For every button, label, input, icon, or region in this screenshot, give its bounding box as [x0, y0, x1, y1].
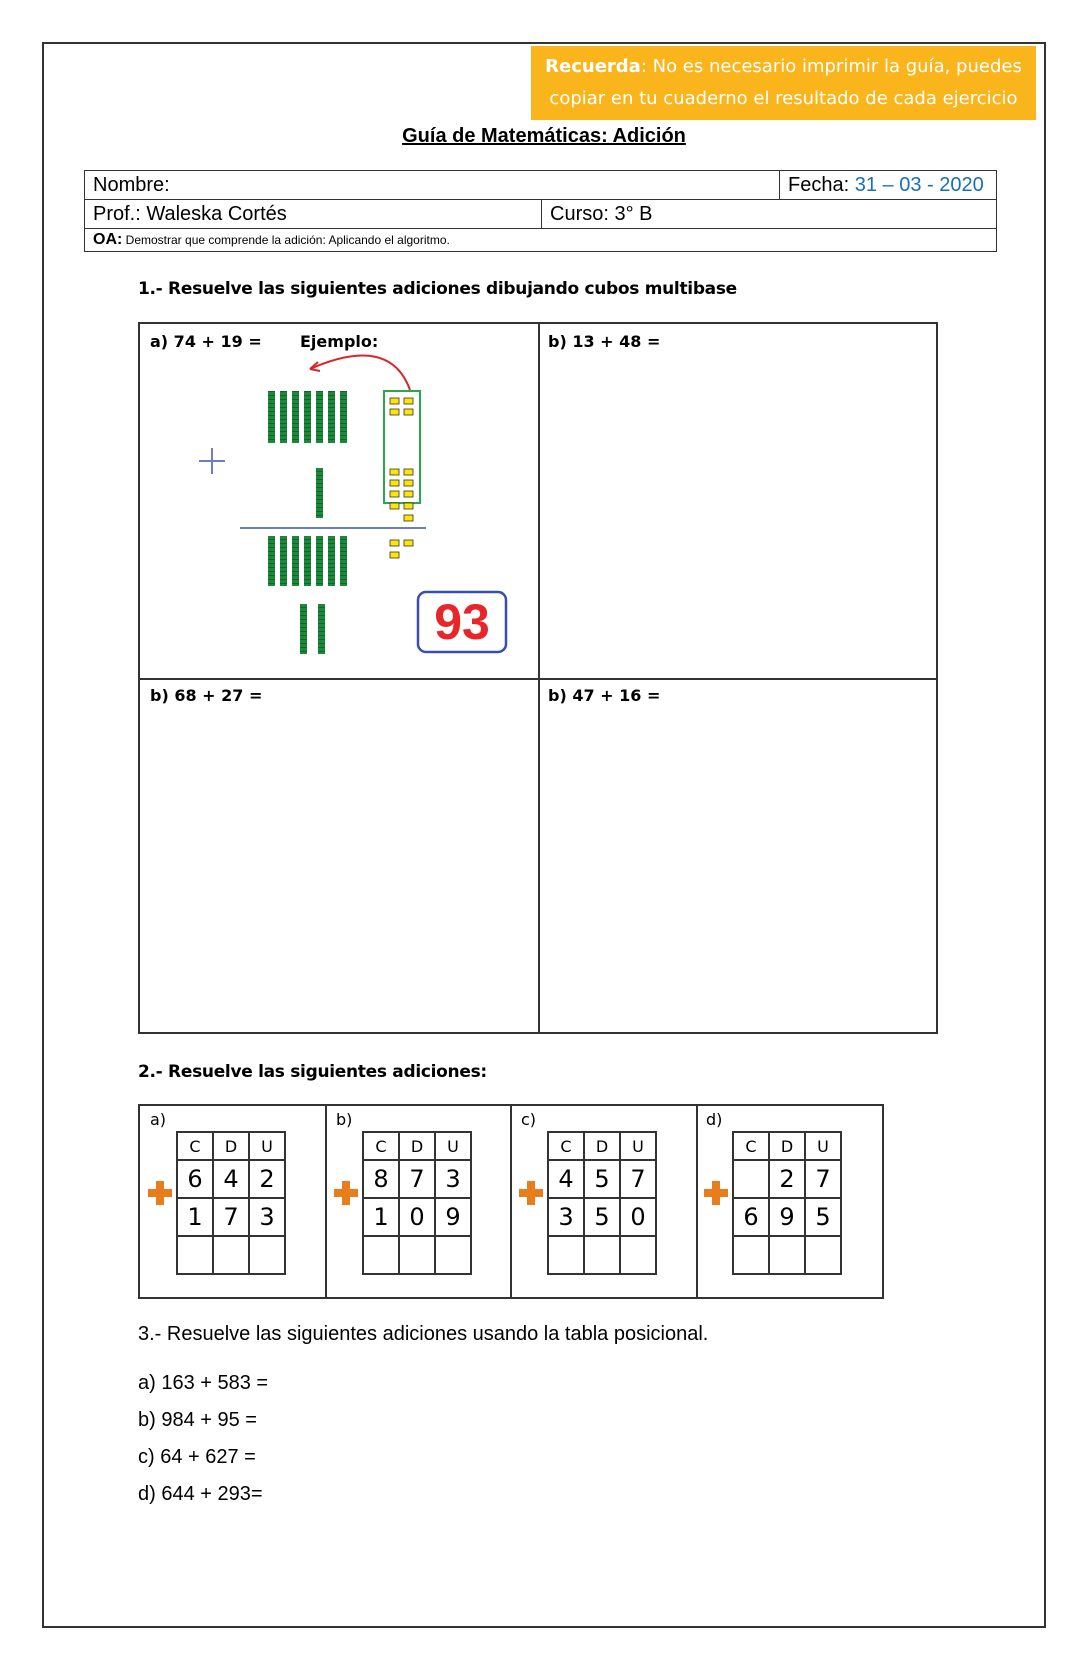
section2-heading: 2.- Resuelve las siguientes adiciones:: [138, 1062, 487, 1082]
tens-rods-result: [268, 536, 347, 654]
divider: [510, 1106, 512, 1297]
divider: [325, 1106, 327, 1297]
header-d: D: [584, 1132, 620, 1160]
digit: 9: [435, 1198, 471, 1236]
date-label: Fecha:: [788, 173, 850, 196]
header-u: U: [249, 1132, 285, 1160]
oa-text: Demostrar que comprende la adición: Aplicando el algoritmo.: [125, 233, 450, 247]
plus-icon: [519, 1181, 543, 1205]
digit: 3: [435, 1160, 471, 1198]
place-value-table-a: [176, 1131, 286, 1275]
section2-grid: [138, 1104, 884, 1299]
digit: 1: [177, 1198, 213, 1236]
section3-item: a) 163 + 583 =: [138, 1372, 269, 1394]
answer-cell[interactable]: [769, 1236, 805, 1274]
section3-item: c) 64 + 627 =: [138, 1446, 256, 1468]
answer-cell[interactable]: [435, 1236, 471, 1274]
header-d: D: [213, 1132, 249, 1160]
section3-item: b) 984 + 95 =: [138, 1409, 257, 1431]
digit: 5: [584, 1160, 620, 1198]
header-d: D: [399, 1132, 435, 1160]
problem-d-label: d): [706, 1110, 723, 1129]
note-line2: copiar en tu cuaderno el resultado de cada ejercicio: [549, 88, 1018, 109]
answer-cell[interactable]: [805, 1236, 841, 1274]
digit: 0: [620, 1198, 656, 1236]
answer-cell[interactable]: [733, 1236, 769, 1274]
plus-icon: [334, 1181, 358, 1205]
plus-icon: [148, 1181, 172, 1205]
answer-cell[interactable]: [177, 1236, 213, 1274]
digit: 3: [249, 1198, 285, 1236]
digit: 7: [399, 1160, 435, 1198]
digit: 6: [177, 1160, 213, 1198]
section3-item: d) 644 + 293=: [138, 1483, 263, 1505]
answer-cell[interactable]: [363, 1236, 399, 1274]
problem-c-label: c): [521, 1110, 537, 1129]
cell-d-label: b) 47 + 16 =: [548, 686, 661, 705]
digit: 7: [805, 1160, 841, 1198]
section1-heading: 1.- Resuelve las siguientes adiciones dibujando cubos multibase: [138, 279, 737, 299]
digit: 5: [584, 1198, 620, 1236]
digit: 5: [805, 1198, 841, 1236]
header-u: U: [435, 1132, 471, 1160]
digit: 2: [769, 1160, 805, 1198]
answer-cell[interactable]: [213, 1236, 249, 1274]
place-value-table-b: [362, 1131, 472, 1275]
date-value: 31 – 03 - 2020: [854, 173, 984, 196]
header-u: U: [620, 1132, 656, 1160]
digit: 1: [363, 1198, 399, 1236]
course-field: Curso: 3° B: [542, 200, 997, 229]
header-c: C: [177, 1132, 213, 1160]
answer-cell[interactable]: [548, 1236, 584, 1274]
section3-heading: 3.- Resuelve las siguientes adiciones usando la tabla posicional.: [138, 1323, 709, 1345]
student-info-table: [84, 170, 997, 252]
name-field[interactable]: [85, 171, 780, 200]
digit: 7: [620, 1160, 656, 1198]
header-u: U: [805, 1132, 841, 1160]
cell-b-label: b) 13 + 48 =: [548, 332, 661, 351]
answer-cell[interactable]: [620, 1236, 656, 1274]
digit: [733, 1160, 769, 1198]
reminder-note: [531, 46, 1036, 120]
answer-cell[interactable]: [584, 1236, 620, 1274]
plus-icon: [199, 448, 225, 474]
tens-rods-74: [268, 391, 347, 443]
example-label: Ejemplo:: [300, 332, 379, 351]
digit: 7: [213, 1198, 249, 1236]
divider: [696, 1106, 698, 1297]
tens-rod-19: [316, 468, 323, 518]
cell-c-label: b) 68 + 27 =: [150, 686, 263, 705]
oa-label: OA:: [93, 231, 123, 248]
digit: 2: [249, 1160, 285, 1198]
date-field: [780, 171, 997, 200]
example-result: 93: [434, 594, 490, 650]
unit-cubes: [390, 398, 413, 558]
problem-a-label: a): [150, 1110, 167, 1129]
teacher-field: Prof.: Waleska Cortés: [85, 200, 542, 229]
name-label: Nombre:: [93, 173, 170, 196]
place-value-table-c: [547, 1131, 657, 1275]
problem-b-label: b): [336, 1110, 353, 1129]
cell-a-label: a) 74 + 19 =: [150, 332, 262, 351]
header-d: D: [769, 1132, 805, 1160]
digit: 9: [769, 1198, 805, 1236]
objective-row: [85, 229, 997, 252]
digit: 0: [399, 1198, 435, 1236]
header-c: C: [733, 1132, 769, 1160]
digit: 8: [363, 1160, 399, 1198]
answer-cell[interactable]: [249, 1236, 285, 1274]
page-title: Guía de Matemáticas: Adición: [402, 125, 686, 147]
divider: [140, 678, 936, 680]
plus-icon: [704, 1181, 728, 1205]
header-c: C: [363, 1132, 399, 1160]
digit: 4: [548, 1160, 584, 1198]
note-lead: Recuerda: [545, 56, 641, 77]
digit: 4: [213, 1160, 249, 1198]
header-c: C: [548, 1132, 584, 1160]
place-value-table-d: [732, 1131, 842, 1275]
note-line1: : No es necesario imprimir la guía, puedes: [640, 56, 1022, 77]
digit: 3: [548, 1198, 584, 1236]
section1-grid: [138, 322, 938, 1034]
answer-cell[interactable]: [399, 1236, 435, 1274]
digit: 6: [733, 1198, 769, 1236]
